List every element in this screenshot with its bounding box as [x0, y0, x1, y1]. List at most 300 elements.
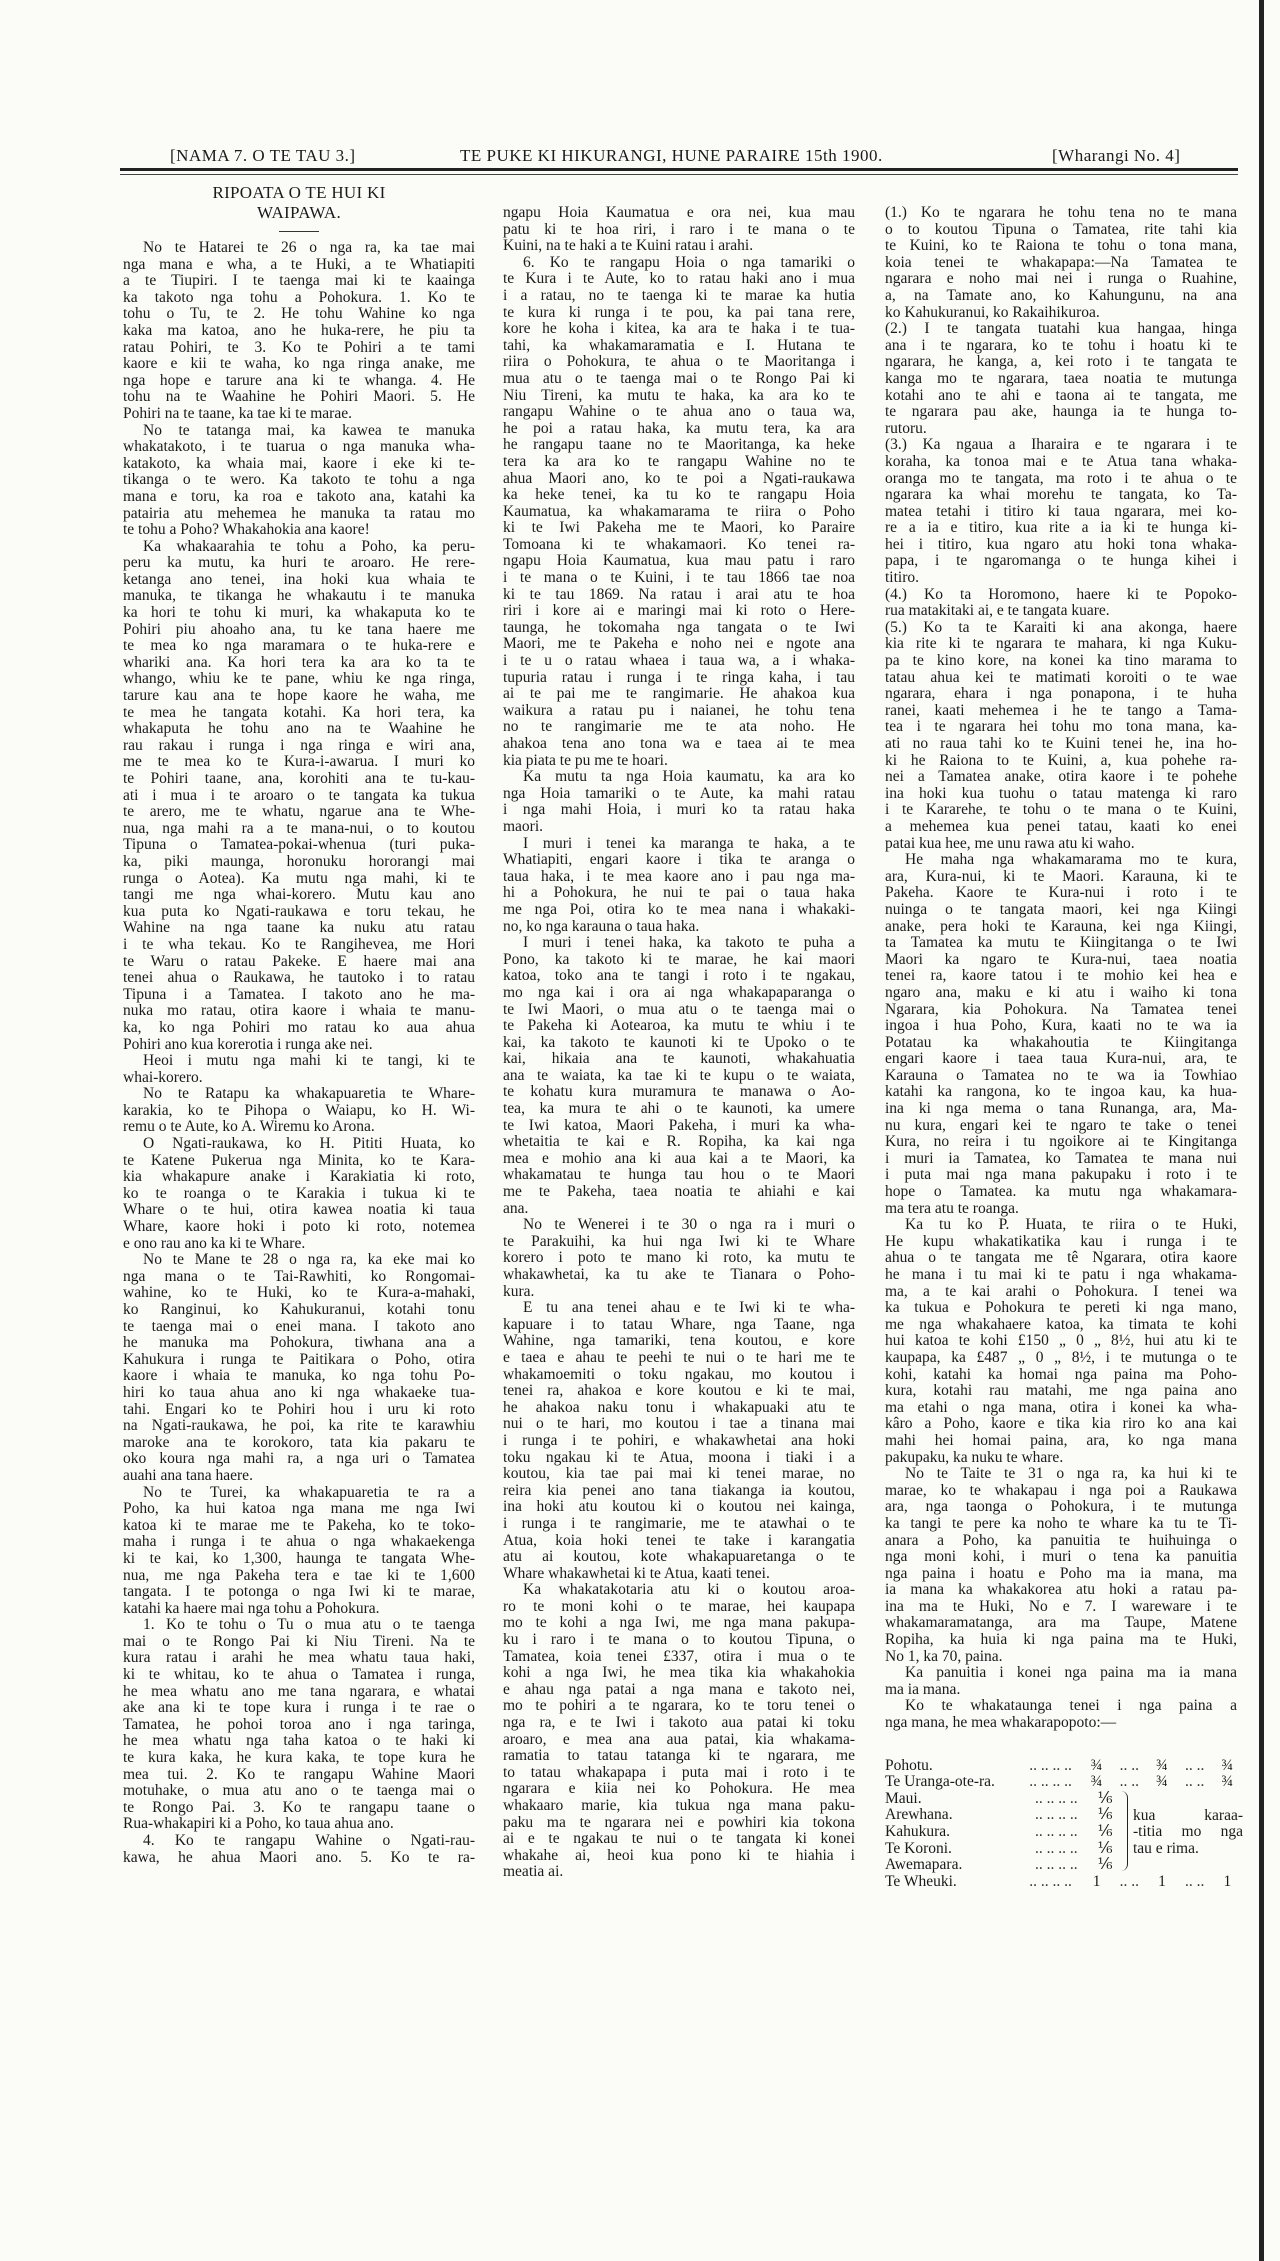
text-line: mea tui. 2. Ko te rangapu Wahine Maori: [123, 1766, 475, 1783]
text-line: kia piata te pu me te hoari.: [503, 752, 668, 769]
text-line: titiro.: [885, 570, 920, 587]
text-line: ai te pai me te rangimarie. He ahakoa kua: [503, 686, 855, 703]
text-line: ngaro ana, maku e ki atu i waiho ki tona: [885, 984, 1237, 1001]
text-line: whetaitia te kai e R. Ropiha, ka kai nga: [503, 1134, 855, 1151]
text-line: 6. Ko te rangapu Hoia o nga tamariki o: [523, 254, 855, 271]
text-line: te mea he tangata kotahi. Ka hori tera, ka: [123, 704, 475, 721]
text-line: auahi ana tana haere.: [123, 1467, 253, 1484]
text-line: peru ka mutu, ka huri te aroaro. He rere-: [123, 555, 475, 572]
text-line: ngarara ka whai morehu te tangata, ko Ta-: [885, 487, 1237, 504]
text-line: Kahukura i runga te Paitikara o Poho, otira: [123, 1351, 475, 1368]
text-line: waikura a ratau pu i naianei, he tohu tena: [503, 702, 855, 719]
text-line: ngarara e kiia nei ko Pohokura. He mea: [503, 1781, 855, 1798]
text-line: kai, hikaia ana te kaunoti, whakahuatia: [503, 1051, 855, 1068]
text-line: hei i titiro, kua ngaro atu hoki tona whaka-: [885, 536, 1237, 553]
column-body: [503, 205, 855, 1881]
paragraph: [123, 1086, 475, 1136]
text-line: te Iwi katoa, Maori Pakeha, i muri ka wha-: [503, 1117, 855, 1134]
text-line: tenei ahua o Raukawa, he tautoko i to ratau: [123, 970, 475, 987]
text-line: Ko te whakataunga tenei i nga paina a: [905, 1698, 1237, 1715]
text-line: aroaro, e mea ana aua patai, kia whakama-: [503, 1731, 855, 1748]
text-line: te Iwi Maori, o mua atu o te taenga mai o: [503, 1001, 855, 1018]
text-line: i te u o ratau whaea i taua wa, a i whaka-: [503, 653, 855, 670]
text-line: Pohiri na te taane, ka tae ki te marae.: [123, 405, 352, 422]
text-line: Whare whakawhetai ki te Atua, kaati tenei.: [503, 1565, 770, 1582]
text-line: matea tetahi i titiro ki taua ngarara, mei ko-: [885, 503, 1237, 520]
text-line: e taea e ahau te peehi te nui o te hari me te: [503, 1349, 855, 1366]
text-line: ro te moni kohi o te marae, hei kaupapa: [503, 1598, 855, 1615]
text-line: oranga mo te tangata, ma roto i te ahua o te: [885, 470, 1237, 487]
text-line: rau rakau i runga i nga ringa e wiri ana,: [123, 737, 475, 754]
fine-value: ⅙: [1097, 1856, 1113, 1874]
fine-value: 1: [1223, 1872, 1232, 1890]
text-line: ngapu Hoia Kaumatua, kua mau patu i raro: [503, 553, 855, 570]
text-line: nuinga o te tangata maori, kei nga Kiingi: [885, 901, 1237, 918]
dot-leader: .. ..: [1184, 1872, 1205, 1890]
text-line: katakoto, ka whaia mai, kaore i eke ki te-: [123, 455, 475, 472]
fine-name: Awemapara.: [885, 1856, 963, 1874]
text-line: ka hori te tohu ki muri, ka whakaputa ko te: [123, 605, 475, 622]
article-title-line: WAIPAWA.: [257, 203, 341, 222]
text-line: mo te kohi a nga Iwi, me nga mana pakupa-: [503, 1615, 855, 1632]
dot-leader: .. ..: [1119, 1773, 1139, 1791]
text-line: ana te waiata, ka tae ki te kupu o te waiata,: [503, 1067, 855, 1084]
text-line: nua, nga mahi ra a te mana-nui, o to koutou: [123, 820, 475, 837]
text-line: he mana i tu mai ki te patu i nga whakama-: [885, 1267, 1237, 1283]
text-line: ati i mua i te aroaro o te tangata ka tukua: [123, 787, 475, 804]
text-line: Ngarara, kia Pohokura. Na Tamatea tenei: [885, 1001, 1237, 1018]
paragraph: [123, 240, 475, 423]
text-line: ana.: [503, 1200, 529, 1217]
dot-leader: .. .. .. ..: [1035, 1806, 1078, 1824]
text-line: te kohatu kura muramura te manawa o Ao-: [503, 1084, 855, 1101]
text-line: he mea whatu nga taha katoa o te haki ki: [123, 1733, 475, 1750]
text-line: te taenga mai o enei mana. I takoto ano: [123, 1318, 475, 1335]
text-line: ka heke tenei, ka tu ko te rangapu Hoia: [503, 487, 855, 504]
text-line: tahi, ka whakamaramatia e I. Hutana te: [503, 337, 855, 354]
text-line: te ngarara pau ake, haunga ia te hunga to-: [885, 404, 1237, 421]
paragraph: [885, 205, 1237, 321]
text-line: engari kaore i taea taua Kura-nui, ara, te: [885, 1051, 1237, 1068]
text-line: Whare o te hui, otira kawea noatia ki taua: [123, 1202, 475, 1219]
text-line: Pono, ka takoto ki te marae, he kai maori: [503, 951, 855, 968]
text-line: nga moni kohi, i muri o tena ka panuitia: [885, 1549, 1237, 1566]
text-line: reira kia penei ano tana tiakanga ia koutou,: [503, 1482, 855, 1499]
text-line: ahakoa tena ano tona wa e taea ai te mea: [503, 736, 855, 752]
text-line: (1.) Ko te ngarara he tohu tena no te mana: [885, 205, 1237, 221]
text-line: whakatakoto, i te tuarua o nga manuka wha-: [123, 439, 475, 456]
text-line: ina hoki kua tuohu o tatau matenga ki raro: [885, 785, 1237, 802]
column-1: [123, 183, 475, 1866]
text-line: kua puta ko Ngati-raukawa e toru tekau, he: [123, 903, 475, 920]
text-line: te arero, me te whatu, ngarue ana te Whe-: [123, 804, 475, 821]
text-line: o to koutou Tipuna o Tamatea, rite tahi kia: [885, 221, 1237, 238]
text-line: e ono rau ano ka ki te Whare.: [123, 1235, 306, 1252]
text-line: Poho, ka hui katoa nga mana me nga Iwi: [123, 1501, 475, 1518]
text-line: ana i te ngarara, ko te tohu i hoatu ki te: [885, 337, 1237, 354]
text-line: tupuria ratau i runga i te ringa kaha, i tau: [503, 669, 855, 686]
text-line: taua haka, i te mea kaore ano i pau nga ma-: [503, 868, 855, 885]
text-line: Atua, koia hoki tenei te take i karangatia: [503, 1532, 855, 1549]
fine-value: ⅙: [1097, 1789, 1113, 1807]
text-line: te Waru o ratau Pakeke. E haere mai ana: [123, 953, 475, 970]
text-line: ka, piki maunga, horonuku hororangi mai: [123, 853, 475, 870]
fine-name: Te Uranga-ote-ra.: [885, 1773, 995, 1791]
dot-leader: .. .. .. ..: [1035, 1823, 1078, 1840]
fine-value: 1: [1092, 1872, 1101, 1890]
text-line: i puta mai nga mana pakupaku i roto i te: [885, 1167, 1237, 1184]
text-line: patai kua hee, me unu rawa atu ki waho.: [885, 835, 1135, 852]
text-line: tera ka ara ko te rangapu Wahine no te: [503, 453, 855, 470]
text-line: re a ia e titiro, kua rite a ia ki te hunga ki-: [885, 520, 1237, 537]
text-line: marae, ko te whakapau i nga poi a Raukawa: [885, 1482, 1237, 1499]
text-line: me nga whakahaere katoa, ka timata te kohi: [885, 1316, 1237, 1333]
text-line: ki te tau 1869. Na ratau i arai atu te hoa: [503, 586, 855, 603]
paragraph: [503, 769, 855, 835]
text-line: hi a Pohokura, he nui te pai o taua haka: [503, 885, 855, 902]
text-line: ai e te ngakau te nui o te tangata ki konei: [503, 1831, 855, 1848]
text-line: i runga i te rangimarie, me te atawhai o te: [503, 1515, 855, 1532]
text-line: ati no raua tahi ko te Kuini tenei he, ina ho-: [885, 736, 1237, 752]
fine-value: ⅙: [1097, 1823, 1113, 1840]
text-line: pakupaku, ka nuku te whare.: [885, 1449, 1064, 1466]
column-3: [885, 205, 1243, 1890]
text-line: Whatiapiti, engari kaore i tika te aranga o: [503, 852, 855, 869]
fine-value: 1: [1158, 1872, 1166, 1890]
text-line: i a ratau, no te taenga ki te marae ka hutia: [503, 287, 855, 304]
text-line: te Kuini, ko te Raiona te tohu o tona mana,: [885, 238, 1237, 255]
text-line: kâro a Poho, kaore e tika kia riro ko ana kai: [885, 1416, 1237, 1433]
paragraph: [885, 1665, 1237, 1698]
paragraph: [503, 205, 855, 255]
text-line: ahua o te tangata me tê Ngarara, otira kaore: [885, 1250, 1237, 1267]
brace-note-line: -titia mo nga: [1133, 1824, 1243, 1841]
text-line: Kura, no reira i tu ngoikore ai te Kingitanga: [885, 1134, 1237, 1151]
text-line: Potatau ka whakahoutia te Kiingitanga: [885, 1034, 1237, 1051]
text-line: Maori, me te Pakeha e noho nei e ngote ana: [503, 636, 855, 653]
text-line: he rangapu taane no te Maoritanga, ka heke: [503, 437, 855, 454]
text-line: no, ko nga karauna o taua haka.: [503, 918, 700, 935]
text-line: kaupapa, ka £487 „ 0 „ 8½, i te mutunga o te: [885, 1349, 1237, 1366]
paragraph: [885, 1466, 1237, 1665]
fine-value: ¾: [1221, 1773, 1234, 1791]
text-line: E tu ana tenei ahau e te Iwi ki te wha-: [523, 1300, 855, 1317]
text-line: No te Turei, ka whakapuaretia te ra a: [143, 1484, 475, 1501]
text-line: O Ngati-raukawa, ko H. Pititi Huata, ko: [143, 1136, 475, 1153]
text-line: I muri i tenei ka maranga te haka, a te: [523, 835, 855, 852]
text-line: manuka, te tikanga he whakautu i te manuka: [123, 588, 475, 605]
text-line: kura.: [503, 1283, 535, 1300]
paragraph: [123, 1136, 475, 1252]
text-line: te kura ki runga i te pou, ka pai tana rere,: [503, 304, 855, 321]
text-line: No 1, ka 70, paina.: [885, 1648, 1003, 1665]
dot-leader: .. .. .. ..: [1029, 1872, 1072, 1890]
text-line: 1. Ko te tohu o Tu o mua atu o te taenga: [143, 1617, 475, 1634]
text-line: ko te roanga o te Karakia i tukua ki te: [123, 1185, 475, 1202]
fine-value: ⅙: [1097, 1806, 1113, 1824]
text-line: kanga mo te ngarara, taea noatia te mutunga: [885, 370, 1237, 387]
text-line: No te Mane te 28 o nga ra, ka eke mai ko: [143, 1252, 475, 1269]
text-line: no te rangimarie me te ata noho. He: [503, 719, 855, 736]
text-line: kotahi ano te ahi e taona ai te tangata, me: [885, 387, 1237, 404]
fine-value: ¾: [1090, 1756, 1103, 1774]
text-line: ngarara, ehara i nga ponapona, i te huha: [885, 686, 1237, 703]
text-line: Tamatea, he pohoi toroa ano i nga taringa,: [123, 1716, 475, 1733]
text-line: anara a Poho, ka panuitia te huihuinga o: [885, 1532, 1237, 1549]
dot-leader: .. .. .. ..: [1029, 1773, 1072, 1791]
text-line: mai o te Rongo Pai ki Niu Tireni. Na te: [123, 1633, 475, 1650]
text-line: maha i runga i te ahua o nga whakaekenga: [123, 1534, 475, 1551]
dot-leader: .. .. .. ..: [1035, 1839, 1078, 1857]
text-line: ara, Kura-nui, ki te Maori. Karauna, ki te: [885, 868, 1237, 885]
text-line: Ka whakatakotaria atu ki o koutou aroa-: [523, 1582, 855, 1599]
text-line: kohi, katahi ka homai nga paina ma Poho-: [885, 1366, 1237, 1383]
text-line: ka, ko nga Pohiri mo ratau ko aua ahua: [123, 1019, 475, 1036]
text-line: patairia atu mehemea he manuka ta ratau mo: [123, 505, 475, 522]
text-line: Niu Tireni, ka mutu te haka, ka ara ko te: [503, 387, 855, 404]
text-line: te Parakuihi, ka hui nga Iwi ki te Whare: [503, 1233, 855, 1250]
text-line: (4.) Ko ta Horomono, haere ki te Popoko-: [885, 586, 1237, 603]
brace: [1121, 1791, 1128, 1871]
text-line: ina hoki atu koutou ki o koutou nei kainga,: [503, 1499, 855, 1516]
text-line: toku ngakau ki te Atua, moona i tiaki i a: [503, 1449, 855, 1466]
text-line: 4. Ko te rangapu Wahine o Ngati-rau-: [143, 1833, 475, 1849]
text-line: Tipuna o Tamatea-pokai-whenua (turi puka-: [123, 837, 475, 854]
paragraph: [123, 1833, 475, 1866]
text-line: tikanga o te wero. Ka takoto te tohu a nga: [123, 472, 475, 489]
text-line: te kura kaka, he kura kaka, te tope kura he: [123, 1750, 475, 1767]
text-line: nga mana e wha, a te Huki, a te Whatiapiti: [123, 256, 475, 273]
fine-name: Pohotu.: [885, 1756, 933, 1774]
text-line: koutou, kia tae pai mai ki tenei marae, no: [503, 1466, 855, 1483]
text-line: ka tangi te pere ka noho te whare ka tu te Ti-: [885, 1515, 1237, 1532]
text-line: nga mana o te Tai-Rawhiti, ko Rongomai-: [123, 1268, 475, 1285]
text-line: ma ia mana.: [885, 1681, 961, 1698]
text-line: te Pohiri taane, ana, korohiti ana te tu-kau-: [123, 771, 475, 787]
text-line: ara, nga taonga o Pohokura, i te mutunga: [885, 1499, 1237, 1516]
text-line: rua matakitaki ai, e te tangata kuare.: [885, 603, 1110, 620]
text-line: hope o Tamatea. ka mutu nga whakamara-: [885, 1184, 1237, 1201]
text-line: ina ki nga mema o tana Runanga, ara, Ma-: [885, 1101, 1237, 1118]
header-rule-thin: [120, 174, 1238, 175]
fines-row: [885, 1857, 1237, 1874]
paragraph: [885, 852, 1237, 1217]
text-line: he mea whatu ano me tana ngarara, e whatai: [123, 1683, 475, 1700]
brace-note-line: kua karaa-: [1133, 1807, 1243, 1824]
text-line: Rua-whakapiri ki a Poho, ko taua ahua ano.: [123, 1816, 394, 1833]
text-line: ma tera atu te roanga.: [885, 1200, 1019, 1217]
text-line: ma etahi o nga mana, otira i konei ka wha-: [885, 1399, 1237, 1416]
text-line: ka tukua e Pohokura te pereti ki nga mano,: [885, 1300, 1237, 1317]
text-line: Maori ka ngaro te Kura-nui, taea noatia: [885, 951, 1237, 968]
text-line: Heoi i mutu nga mahi ki te tangi, ki te: [143, 1053, 475, 1070]
text-line: anake, pera hoki te Karauna, kei nga Kiingi,: [885, 918, 1237, 935]
text-line: Pohiri ano kua korerotia i runga ake nei.: [123, 1036, 373, 1053]
text-line: ma, a te kai arahi o Pohokura. I tenei wa: [885, 1283, 1237, 1300]
text-line: tea, ka mura te ahi o te kaunoti, ka umere: [503, 1101, 855, 1118]
text-line: tenei ra, ahakoa e kore koutou e ki te mai,: [503, 1383, 855, 1400]
text-line: ingoa i hua Poho, Kura, kaati no te wa ia: [885, 1018, 1237, 1035]
text-line: whakaputa he tohu ano na te Waahine he: [123, 721, 475, 738]
text-line: Whare, kaore hoki i poto ki roto, notemea: [123, 1219, 475, 1236]
dot-leader: .. .. .. ..: [1035, 1856, 1078, 1874]
text-line: whakaaro marie, kia tukua nga mana paku-: [503, 1798, 855, 1814]
text-line: nga hope e tarure ana ki te whanga. 4. He: [123, 372, 475, 389]
text-line: i te Kararehe, te tohu o te mana o te Kuini,: [885, 802, 1237, 819]
text-line: Tamatea, koia tenei £337, otira i mua o te: [503, 1648, 855, 1665]
fines-row: [885, 1874, 1237, 1891]
text-line: te Katene Pukerua nga Minita, ko te Kara-: [123, 1152, 475, 1169]
brace-note-line: tau e rima.: [1133, 1840, 1199, 1857]
article-title-line: RIPOATA O TE HUI KI: [212, 183, 386, 202]
text-line: kaore e kii te waha, ko nga ringa anake, me: [123, 356, 475, 373]
text-line: (3.) Ka ngaua a Iharaira e te ngarara i te: [885, 437, 1237, 454]
text-line: ia mana ka whakakorea atu hoki a ratau pa-: [885, 1582, 1237, 1599]
text-line: whakawhetai, ka tu ake te Tianara o Poho-: [503, 1267, 855, 1283]
text-line: katoa ki te marae me te Pakeha, ko te toko-: [123, 1517, 475, 1534]
text-line: te Kura i te Aute, ko to ratau haki ano i mua: [503, 271, 855, 288]
text-line: kia rite ki te ngarara te mahara, ki nga Kuku-: [885, 636, 1237, 653]
text-line: Kuini, na te haki a te Kuini ratau i arahi.: [503, 238, 754, 255]
text-line: te mea ko nga maramara o te huka-rere e: [123, 638, 475, 655]
text-line: i muri ia Tamatea, ko Tamatea te mana nui: [885, 1150, 1237, 1167]
text-line: ratau Pohiri, te 3. Ko te Pohiri a te tami: [123, 339, 475, 356]
text-line: ko Ranginui, ko Kahukuranui, kotahi tonu: [123, 1302, 475, 1318]
text-line: whariki ana. Ka hori tera ka ara ko ta te: [123, 654, 475, 671]
text-line: He maha nga whakamarama mo te kura,: [905, 852, 1237, 869]
text-line: katoa, toko ana te tangi i roto i te ngakau,: [503, 968, 855, 985]
text-line: Pakeha. Kaore te Kura-nui i roto i te: [885, 885, 1237, 902]
text-line: meatia ai.: [503, 1864, 564, 1881]
text-line: (5.) Ko ta te Karaiti ki ana akonga, haere: [885, 619, 1237, 636]
paragraph: [123, 1252, 475, 1484]
fine-name: Arewhana.: [885, 1806, 953, 1824]
text-line: ku i raro i te mana o to koutou Tipuna, o: [503, 1632, 855, 1649]
text-line: Wahine na nga taane ka nuku atu ratau: [123, 920, 475, 937]
text-line: ngarara e noho mai nei i runga o Ruahine,: [885, 271, 1237, 288]
masthead-date: TE PUKE KI HIKURANGI, HUNE PARAIRE 15th 1900.: [460, 146, 883, 165]
column-body: [885, 205, 1237, 1732]
text-line: nei a Tamatea anake, otira kaore i te pohehe: [885, 769, 1237, 786]
fine-value: ¾: [1156, 1756, 1168, 1774]
page-edge-border: [1259, 0, 1264, 2261]
text-line: ngapu Hoia Kaumatua e ora nei, kua mau: [503, 205, 855, 221]
text-line: kai, ka takoto te kaunoti ki te Upoko o te: [503, 1034, 855, 1051]
text-line: tarure kau ana te hope kaore he waha, me: [123, 688, 475, 705]
dot-leader: .. ..: [1184, 1773, 1205, 1791]
issue-number: [NAMA 7. O TE TAU 3.]: [170, 146, 356, 165]
dot-leader: .. ..: [1119, 1756, 1139, 1774]
dot-leader: .. ..: [1184, 1756, 1205, 1774]
text-line: whakamaramatanga, ara ma Taupe, Matene: [885, 1615, 1237, 1632]
text-line: te Pakeha ki Aotearoa, ka mutu te whiu i te: [503, 1018, 855, 1035]
fines-table: [885, 1756, 1243, 1891]
text-line: kohi a nga Iwi, he mea tika kia whakahokia: [503, 1665, 855, 1682]
text-line: Ka panuitia i konei nga paina ma ia mana: [905, 1665, 1237, 1682]
text-line: he poi a ratau haka, ka mutu tera, ka ara: [503, 420, 855, 437]
text-line: riri i kore ai e maringi mai ki roto o Here-: [503, 603, 855, 620]
text-line: riira o Pohokura, te ahua o te Maoritanga i: [503, 354, 855, 371]
text-line: kaore i whaia te manuka, ko nga tohu Po-: [123, 1368, 475, 1385]
text-line: kaka ma katoa, ano he huka-rere, he piu ta: [123, 322, 475, 339]
text-line: te Rongo Pai. 3. Ko te rangapu taane o: [123, 1799, 475, 1816]
title-divider: [279, 231, 319, 232]
text-line: me te Pakeha, taea noatia te ahiahi e kai: [503, 1184, 855, 1201]
text-line: katahi ka haere mai nga tohu a Pohokura.: [123, 1600, 380, 1617]
text-line: paku ma te ngarara nei e powhiri kia tokona: [503, 1814, 855, 1831]
text-line: I muri i tenei haka, ka takoto te puha a: [523, 935, 855, 952]
column-body: [123, 240, 475, 1866]
text-line: atu ai koutou, kote whakapuaretanga o te: [503, 1549, 855, 1566]
text-line: remu o te Aute, ko A. Wiremu ko Arona.: [123, 1119, 375, 1136]
paragraph: [885, 1698, 1237, 1731]
paragraph: [885, 620, 1237, 852]
text-line: nui o te hari, mo koutou i tae a tinana mai: [503, 1416, 855, 1433]
text-line: to tatau whakapapa i puta mai i roto i te: [503, 1764, 855, 1781]
text-line: he ahakoa naku tonu i whakapuaki atu te: [503, 1399, 855, 1416]
text-line: i runga i te pohiri, e whakawhetai ana hoki: [503, 1432, 855, 1449]
article-title: [123, 183, 475, 223]
page-number: [Wharangi No. 4]: [1052, 146, 1181, 165]
text-line: i te wha tekau. Ko te Rangihevea, me Hori: [123, 936, 475, 953]
text-line: whakahe ai, heoi kua pono ki te hiahia i: [503, 1847, 855, 1864]
text-line: tea i te ngarara hei tohu mo tona mana, ka-: [885, 719, 1237, 736]
text-line: maori.: [503, 818, 544, 835]
text-line: i te mana o te Kuini, i te tau 1866 tae noa: [503, 570, 855, 587]
text-line: maroke ana te korokoro, tata kia pakaru te: [123, 1434, 475, 1451]
text-line: ketanga ano tenei, ina hoki kua whaia te: [123, 571, 475, 588]
column-2: [503, 205, 855, 1881]
text-line: mo nga kai i ora ai nga whakapaparanga o: [503, 984, 855, 1001]
text-line: Ka whakaarahia te tohu a Poho, ka peru-: [143, 538, 475, 555]
fine-name: Te Wheuki.: [885, 1872, 957, 1890]
fines-row: [885, 1774, 1237, 1791]
header-rule: [120, 168, 1238, 171]
text-line: mua atu o te taenga mai o te Rongo Pai ki: [503, 370, 855, 387]
text-line: No te Taite te 31 o nga ra, ka hui ki te: [905, 1466, 1237, 1483]
text-line: na Ngati-raukawa, he poi, ka rite te karawhiu: [123, 1418, 475, 1435]
text-line: ka takoto nga tohu a Pohokura. 1. Ko te: [123, 289, 475, 306]
text-line: whai-korero.: [123, 1069, 203, 1086]
text-line: kawa, he ahua Maori ano. 5. Ko te ra-: [123, 1849, 475, 1866]
paragraph: [503, 1217, 855, 1300]
text-line: No te Wenerei i te 30 o nga ra i muri o: [523, 1217, 855, 1234]
paragraph: [503, 935, 855, 1217]
text-line: ki he Raiona to te Kuini, a, kua pohehe ra-: [885, 752, 1237, 769]
text-line: katahi ka rangona, ko te ingoa kau, ka hua-: [885, 1084, 1237, 1101]
text-line: runga o Aotea). Ka mutu nga mahi, ki te: [123, 870, 475, 887]
text-line: ake ana ki te tope kura i runga i te rae o: [123, 1700, 475, 1717]
text-line: nu kura, engari kei te ngaro te take o tenei: [885, 1117, 1237, 1134]
text-line: Kaumatua, ka whakamarama te riira o Poho: [503, 503, 855, 520]
text-line: patu ki te hoa riri, i raro i te mana o te: [503, 221, 855, 238]
text-line: whakamatau te hunga tau hou o te Maori: [503, 1167, 855, 1184]
fine-value: ⅙: [1097, 1839, 1113, 1857]
text-line: rutoru.: [885, 420, 927, 437]
fine-value: ¾: [1156, 1773, 1168, 1791]
text-line: ki te Iwi Pakeha me te Maori, ko Paraire: [503, 520, 855, 537]
text-line: kia whakapure anake i Karakiatia ki roto,: [123, 1169, 475, 1186]
text-line: kapuare i to tatau Whare, nga Taane, nga: [503, 1316, 855, 1333]
text-line: a mehemea kua penei tatau, kaati ko enei: [885, 818, 1237, 835]
fines-row: [885, 1758, 1237, 1775]
text-line: ramatia to tatau tatanga ki te ngarara, me: [503, 1748, 855, 1765]
fine-name: Maui.: [885, 1789, 922, 1807]
text-line: tahi. Engari ko te Pohiri hou i uru ki roto: [123, 1401, 475, 1418]
text-line: motuhake, o mua atu ano o te taenga mai o: [123, 1783, 475, 1800]
text-line: a, na Tamate ano, ko Kahungunu, na ana: [885, 287, 1237, 304]
dot-leader: .. .. .. ..: [1035, 1789, 1078, 1807]
